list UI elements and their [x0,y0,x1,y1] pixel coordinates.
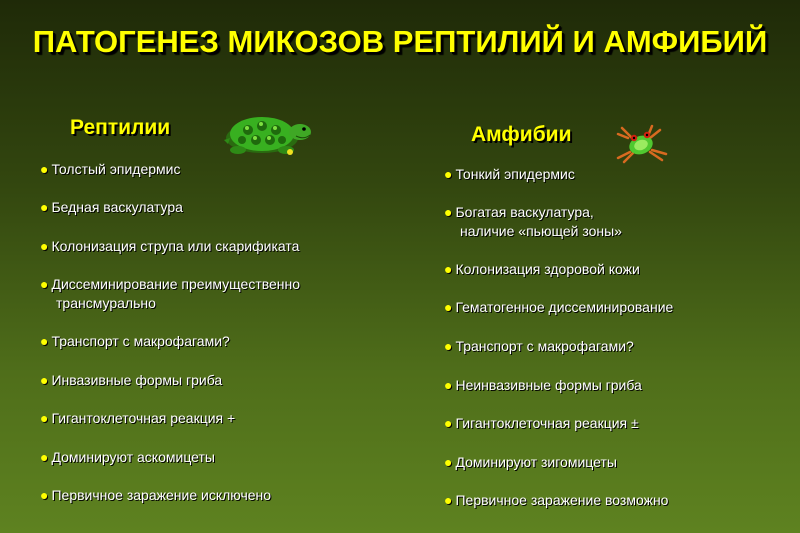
bullet-icon: ● [444,415,453,431]
list-item [40,275,300,313]
list-item-text: Толстый эпидермис [51,161,181,177]
list-item-text: Богатая васкулатура, [455,204,594,220]
bullet-icon: ● [40,449,49,465]
list-item [444,203,622,241]
list-item [444,337,634,356]
amphibians-heading: Амфибии [471,123,572,146]
list-item [40,237,299,256]
list-item [40,332,230,351]
bullet-icon: ● [444,261,453,277]
list-item-text: Гигантоклеточная реакция + [51,410,236,426]
list-item-text: Доминируют аскомицеты [51,449,215,465]
list-item-text: Диссеминирование преимущественно [51,276,301,292]
list-item-text: Гематогенное диссеминирование [455,299,674,315]
list-item [40,160,181,179]
frog-icon [614,122,670,168]
list-item-text: Транспорт с макрофагами? [51,333,230,349]
bullet-icon: ● [40,372,49,388]
list-item-text: Бедная васкулатура [51,199,183,215]
reptiles-heading: Рептилии [70,116,171,139]
list-item-text: Доминируют зигомицеты [455,454,617,470]
bullet-icon: ● [40,410,49,426]
list-item-text: Тонкий эпидермис [455,166,575,182]
list-item-text: Колонизация струпа или скарификата [51,238,300,254]
bullet-icon: ● [444,299,453,315]
bullet-icon: ● [444,338,453,354]
bullet-icon: ● [40,199,49,215]
list-item [40,486,271,505]
list-item-text-cont: трансмурально [56,295,156,311]
list-item-text: Первичное заражение возможно [455,492,669,508]
list-item-text: Неинвазивные формы гриба [455,377,642,393]
list-item [444,414,639,433]
list-item-text: Гигантоклеточная реакция ± [455,415,639,431]
bullet-icon: ● [444,377,453,393]
turtle-icon [218,110,314,158]
bullet-icon: ● [40,333,49,349]
list-item-text: Инвазивные формы гриба [51,372,223,388]
bullet-icon: ● [40,161,49,177]
bullet-icon: ● [444,492,453,508]
bullet-icon: ● [40,487,49,503]
list-item [40,198,183,217]
list-item [40,448,215,467]
list-item [40,371,222,390]
bullet-icon: ● [40,238,49,254]
list-item [444,376,642,395]
page-title: ПАТОГЕНЕЗ МИКОЗОВ РЕПТИЛИЙ И АМФИБИЙ [32,24,768,59]
list-item [444,491,668,510]
list-item-text: Колонизация здоровой кожи [455,261,640,277]
bullet-icon: ● [444,204,453,220]
list-item [40,409,235,428]
bullet-icon: ● [40,276,49,292]
bullet-icon: ● [444,454,453,470]
list-item [444,298,673,317]
bullet-icon: ● [444,166,453,182]
list-item [444,260,640,279]
list-item-text-cont: наличие «пьющей зоны» [460,223,622,239]
list-item [444,453,617,472]
list-item-text: Первичное заражение исключено [51,487,272,503]
list-item [444,165,575,184]
list-item-text: Транспорт с макрофагами? [455,338,634,354]
